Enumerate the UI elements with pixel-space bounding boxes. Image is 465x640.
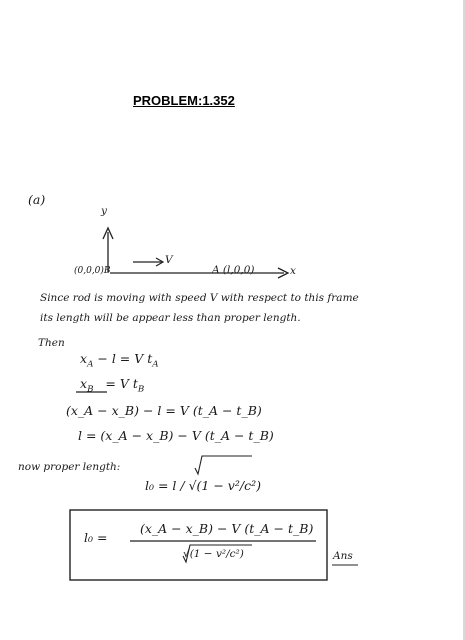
boxed-numerator: (x_A − x_B) − V (t_A − t_B): [140, 521, 314, 536]
explanation-line-1: Since rod is moving with speed V with respect to this frame: [40, 292, 359, 304]
boxed-lhs: l₀ =: [84, 530, 108, 545]
eq1-rest: − l = V t: [97, 351, 153, 366]
y-axis-label: y: [101, 205, 107, 217]
proper-length-equation: l₀ = l / √(1 − v²/c²): [145, 478, 261, 493]
answer-label: Ans: [333, 550, 353, 562]
problem-title: PROBLEM:1.352: [133, 93, 235, 108]
proper-length-label: now proper length:: [18, 461, 121, 473]
eq2-rest: = V t: [105, 376, 138, 391]
eq2-x: x: [80, 376, 88, 391]
eq2-t-subscript: B: [137, 384, 145, 395]
equation-3: (x_A − x_B) − l = V (t_A − t_B): [66, 403, 262, 418]
point-a-label: A (l,0,0): [212, 264, 255, 276]
eq1-t-subscript: A: [152, 359, 159, 370]
equation-1: [80, 351, 159, 370]
eq1-x: x: [80, 351, 88, 366]
boxed-denominator: √(1 − v²/c²): [183, 548, 244, 560]
eq2-x-subscript: B: [87, 384, 94, 395]
part-label: (a): [28, 192, 46, 207]
explanation-line-2: its length will be appear less than proper length.: [40, 312, 301, 324]
sqrt-sign: [195, 456, 252, 474]
then-label: Then: [38, 337, 65, 349]
velocity-label: V: [165, 254, 173, 266]
x-axis-label: x: [290, 265, 296, 277]
point-b-label: (0,0,0)B: [74, 266, 111, 276]
equation-4: l = (x_A − x_B) − V (t_A − t_B): [78, 428, 274, 443]
eq1-x-subscript: A: [87, 359, 94, 370]
equation-2: [80, 376, 144, 395]
